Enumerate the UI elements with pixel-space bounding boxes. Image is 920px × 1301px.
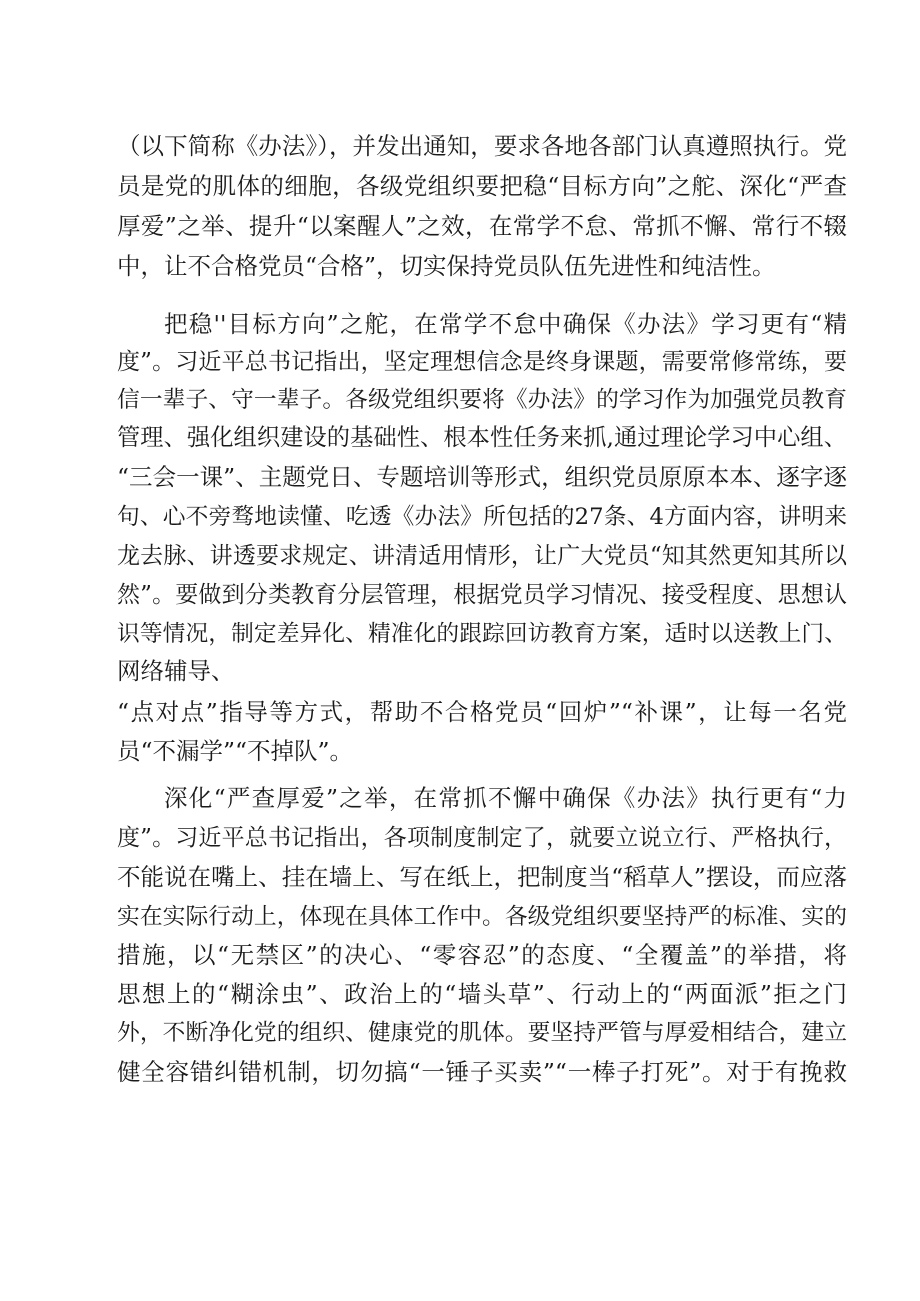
paragraph-1-line-2: 员是党的肌体的细胞，各级党组织要把稳“目标方向”之舵、深化“严查 bbox=[117, 172, 847, 200]
paragraph-2-line-4: 管理、强化组织建设的基础性、根本性任务来抓,通过理论学习中心组、 bbox=[117, 424, 847, 451]
paragraph-3-line-3: 不能说在嘴上、挂在墙上、写在纸上，把制度当“稻草人”摆设，而应落 bbox=[117, 863, 847, 891]
paragraph-2-line-5: “三会一课”、主题党日、专题培训等形式，组织党员原原本本、逐字逐 bbox=[117, 463, 847, 491]
paragraph-3-line-8: 健全容错纠错机制，切勿搞“一锤子买卖”“一棒子打死”。对于有挽救 bbox=[117, 1058, 847, 1086]
paragraph-3-line-4: 实在实际行动上，体现在具体工作中。各级党组织要坚持严的标准、实的 bbox=[117, 904, 847, 930]
paragraph-2-line-9: 识等情况，制定差异化、精准化的跟踪回访教育方案，适时以送教上门、 bbox=[117, 621, 847, 647]
paragraph-2-line-3: 信一辈子、守一辈子。各级党组织要将《办法》的学习作为加强党员教育 bbox=[117, 387, 847, 413]
paragraph-1-line-3: 厚爱”之举、提升“以案醒人”之效，在常学不怠、常抓不懈、常行不辍 bbox=[117, 212, 847, 240]
paragraph-2-line-8: 然”。要做到分类教育分层管理，根据党员学习情况、接受程度、思想认 bbox=[117, 582, 847, 608]
paragraph-2-line-6: 句、心不旁骛地读懂、吃透《办法》所包括的27条、4方面内容，讲明来 bbox=[117, 504, 847, 530]
paragraph-2-line-7: 龙去脉、讲透要求规定、讲清适用情形，让广大党员“知其然更知其所以 bbox=[117, 543, 847, 569]
paragraph-1-line-4: 中，让不合格党员“合格”，切实保持党员队伍先进性和纯洁性。 bbox=[117, 252, 776, 280]
paragraph-2-line-11: “点对点”指导等方式，帮助不合格党员“回炉”“补课”，让每一名党 bbox=[117, 698, 847, 726]
paragraph-3-line-1: 深化“严查厚爱”之举，在常抓不懈中确保《办法》执行更有“力 bbox=[164, 784, 847, 812]
paragraph-3-line-5: 措施，以“无禁区”的决心、“零容忍”的态度、“全覆盖”的举措，将 bbox=[117, 941, 847, 969]
paragraph-2-line-10: 网络辅导、 bbox=[117, 657, 235, 685]
paragraph-3-line-6: 思想上的“糊涂虫”、政治上的“墙头草”、行动上的“两面派”拒之门 bbox=[117, 980, 847, 1008]
paragraph-2-line-12: 员“不漏学”“不掉队”。 bbox=[117, 737, 354, 765]
paragraph-1-line-1: （以下简称《办法》），并发出通知，要求各地各部门认真遵照执行。党 bbox=[117, 132, 847, 160]
paragraph-3-line-2: 度”。习近平总书记指出，各项制度制定了，就要立说立行、严格执行， bbox=[117, 825, 847, 851]
paragraph-3-line-7: 外，不断净化党的组织、健康党的肌体。要坚持严管与厚爱相结合，建立 bbox=[117, 1020, 847, 1046]
paragraph-2-line-2: 度”。习近平总书记指出，坚定理想信念是终身课题，需要常修常练，要 bbox=[117, 349, 847, 375]
paragraph-2-line-1: 把稳''目标方向”之舵，在常学不怠中确保《办法》学习更有“精 bbox=[164, 310, 847, 338]
